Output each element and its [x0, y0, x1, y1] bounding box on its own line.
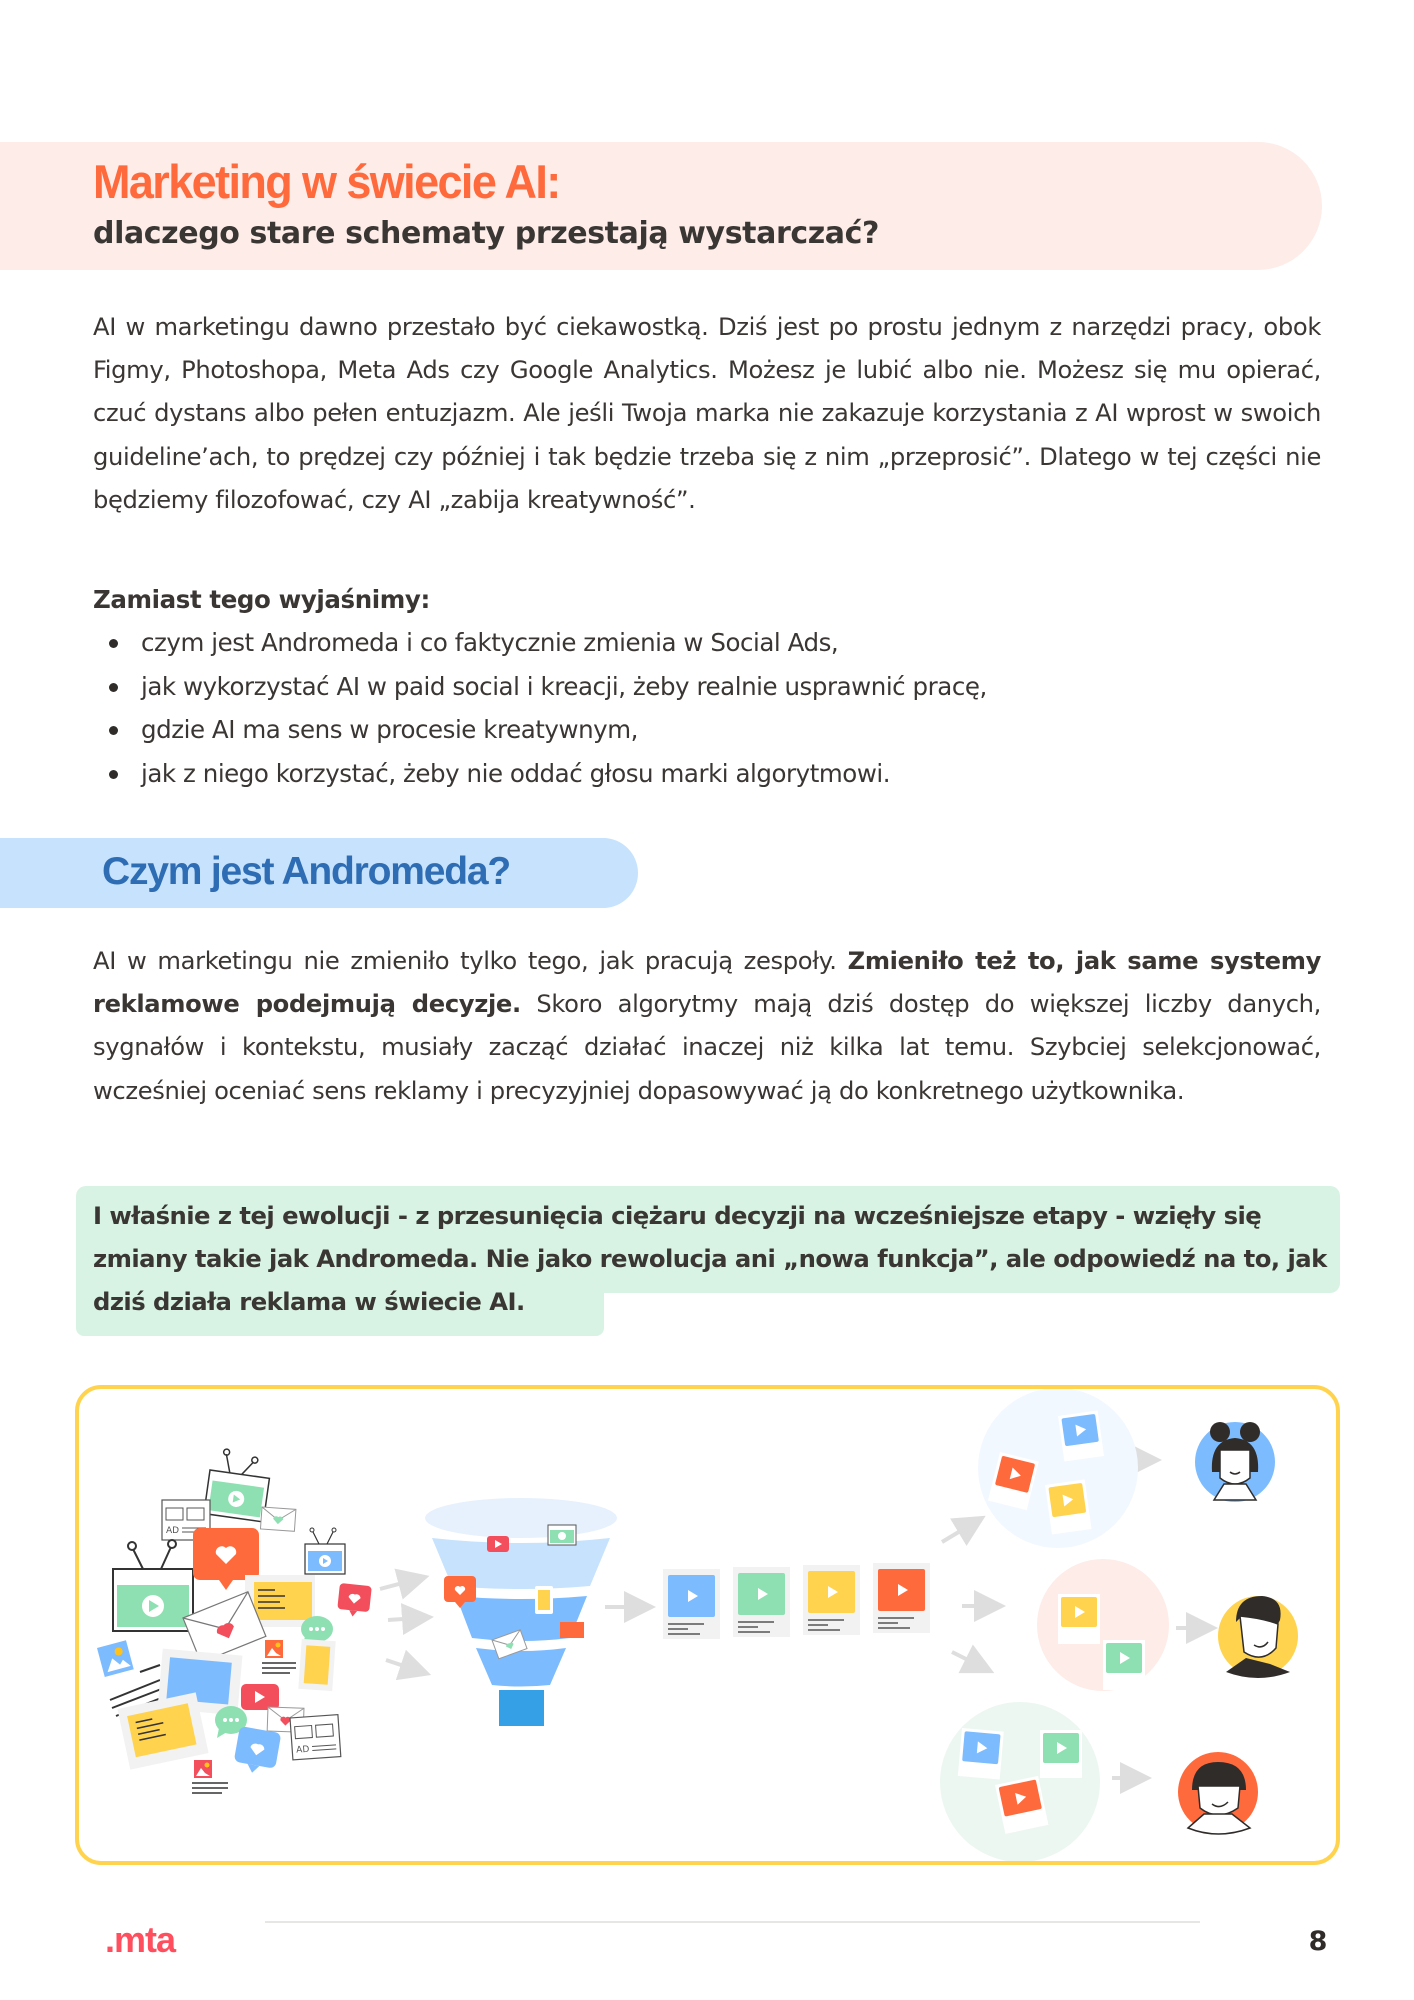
arrow-icon	[380, 1580, 418, 1670]
selected-ads-row	[663, 1563, 930, 1639]
intro-paragraph: AI w marketingu dawno przestało być ciekawostką. Dziś jest po prostu jednym z narzędzi pracy, obok Figmy, Photoshopa, Meta Ads czy Google Analytics. Możesz je lubić albo nie. Możesz się mu opierać, czuć dystans albo pełen entuzjazm. Ale jeśli Twoja marka nie zakazuje korzystania z AI wprost w swoich guideline’ach, to prędzej czy później i tak będzie trzeba się z nim „przeprosić”. Dlatego w tej części nie będziemy filozofować, czy AI „zabija kreatywność”.	[93, 313, 1321, 514]
highlight-text: I właśnie z tej ewolucji - z przesunięcia ciężaru decyzji na wcześniejsze etapy - wzięły się zmiany takie jak Andromeda. Nie jako rewolucja ani „nowa funkcja”, ale odpowiedź na to, jak dziś działa reklama w świecie AI.	[93, 1201, 1327, 1316]
page-number: 8	[1308, 1926, 1328, 1957]
list-item	[93, 708, 987, 752]
list-item-text: gdzie AI ma sens w procesie kreatywnym,	[141, 715, 638, 744]
svg-text:AD: AD	[295, 1744, 310, 1756]
user-avatar	[1178, 1752, 1258, 1834]
andromeda-illustration	[75, 1385, 1340, 1865]
svg-text:AD: AD	[166, 1526, 180, 1536]
ad-cluster	[97, 1447, 372, 1793]
section-title: Czym jest Andromeda?	[102, 850, 510, 893]
user-avatar	[1195, 1422, 1275, 1502]
audience-group	[978, 1389, 1138, 1548]
audience-group	[940, 1702, 1100, 1861]
list-label: Zamiast tego wyjaśnimy:	[93, 585, 430, 614]
brand-logo: .mta	[105, 1919, 176, 1960]
topics-list	[93, 621, 987, 795]
paragraph-emphasis: Zmieniło też to, jak same systemy reklamowe podejmują decyzje.	[93, 947, 1321, 1019]
list-item-text: jak z niego korzystać, żeby nie oddać głosu marki algorytmowi.	[141, 758, 891, 788]
ad-funnel-diagram	[79, 1389, 1336, 1861]
list-item	[93, 752, 987, 796]
paragraph-text: AI w marketingu nie zmieniło tylko tego, jak pracują zespoły.	[93, 947, 848, 975]
bullet-icon	[109, 639, 118, 648]
user-avatar	[1218, 1596, 1298, 1678]
page-title: Marketing w świecie AI:	[93, 154, 560, 209]
footer-divider	[265, 1921, 1200, 1923]
audience-group	[1037, 1559, 1169, 1691]
list-item	[93, 621, 987, 665]
list-item-text: czym jest Andromeda i co faktycznie zmienia w Social Ads,	[141, 628, 839, 657]
bullet-icon	[109, 770, 118, 779]
page-subtitle: dlaczego stare schematy przestają wystarczać?	[93, 216, 880, 251]
funnel-icon	[425, 1498, 617, 1726]
list-item-text: jak wykorzystać AI w paid social i kreacji, żeby realnie usprawnić pracę,	[141, 671, 987, 701]
bullet-icon	[109, 683, 118, 692]
list-item	[93, 665, 987, 709]
andromeda-paragraph	[93, 940, 1321, 1113]
bullet-icon	[109, 726, 118, 735]
paragraph-text: Skoro algorytmy mają dziś dostęp do większej liczby danych, sygnałów i kontekstu, musiały zacząć działać inaczej niż kilka lat temu. Szybciej selekcjonować, wcześniej oceniać sens reklamy i precyzyjniej dopasowywać ją do konkretnego użytkownika.	[93, 990, 1321, 1105]
